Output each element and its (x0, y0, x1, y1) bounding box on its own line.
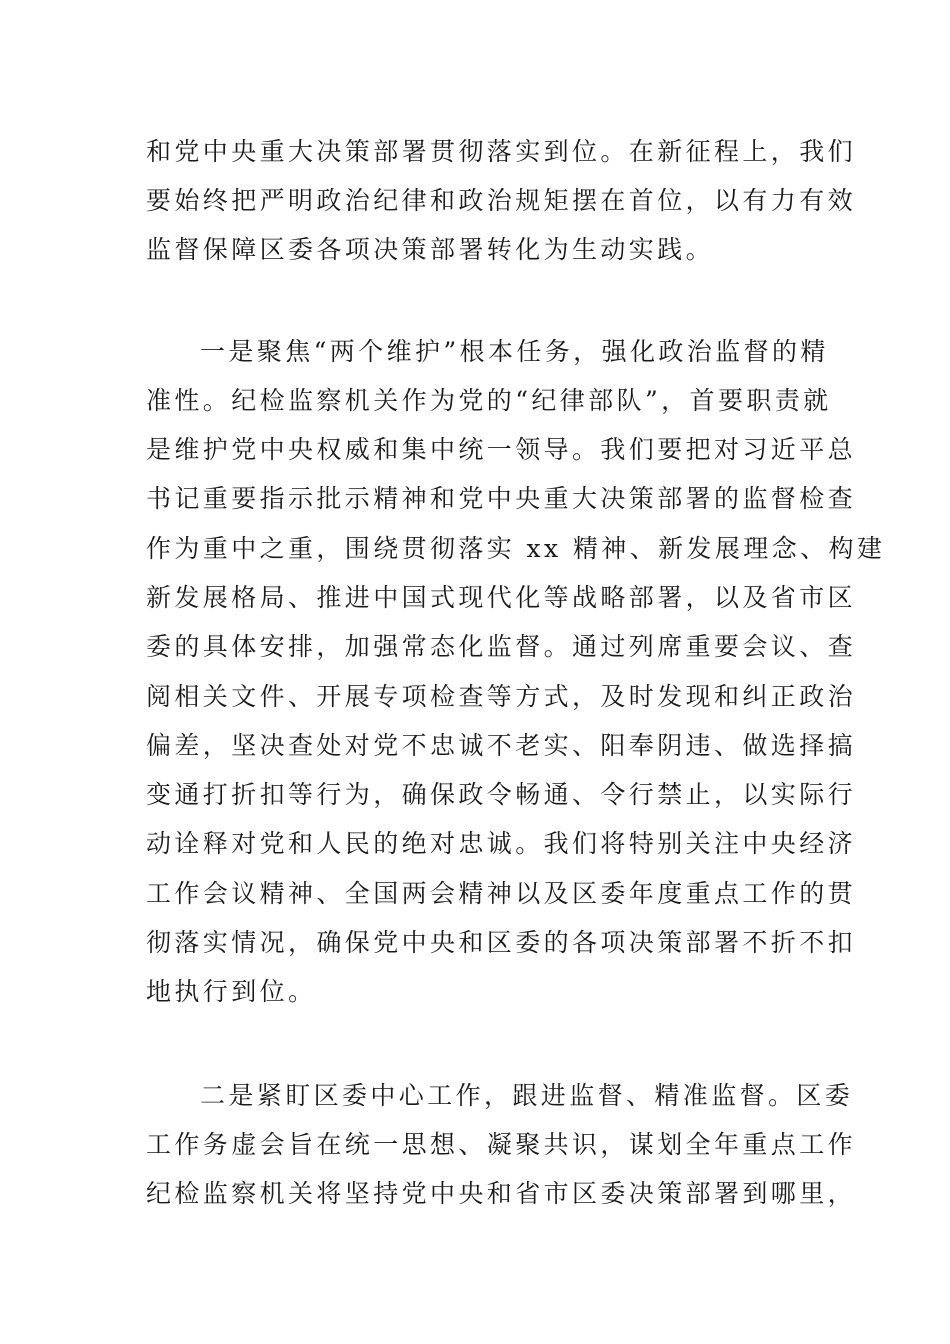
text-line: 书记重要指示批示精神和党中央重大决策部署的监督检查 (146, 484, 857, 513)
text-line: 纪检监察机关将坚持党中央和省市区委决策部署到哪里， (146, 1179, 857, 1208)
text-line: 监督保障区委各项决策部署转化为生动实践。 (146, 235, 715, 264)
text-line: 偏差，坚决查处对党不忠诚不老实、阳奉阴违、做选择搞 (146, 731, 857, 760)
text-line: 和党中央重大决策部署贯彻落实到位。在新征程上，我们 (146, 137, 857, 166)
text-line: 新发展格局、推进中国式现代化等战略部署，以及省市区 (146, 583, 857, 612)
text-line: 工作会议精神、全国两会精神以及区委年度重点工作的贯 (146, 879, 857, 908)
text-line: 阅相关文件、开展专项检查等方式，及时发现和纠正政治 (146, 682, 857, 711)
text-line: 变通打折扣等行为，确保政令畅通、令行禁止，以实际行 (146, 780, 857, 809)
text-line: 委的具体安排，加强常态化监督。通过列席重要会议、查 (146, 632, 857, 661)
text-line: 动诠释对党和人民的绝对忠诚。我们将特别关注中央经济 (146, 829, 857, 858)
text-line: 工作务虚会旨在统一思想、凝聚共识，谋划全年重点工作 (146, 1130, 857, 1159)
paragraph-first-line: 一是聚焦“两个维护”根本任务，强化政治监督的精 (200, 337, 829, 366)
text-line: 准性。纪检监察机关作为党的“纪律部队”，首要职责就 (146, 386, 832, 415)
text-line: 彻落实情况，确保党中央和区委的各项决策部署不折不扣 (146, 928, 857, 957)
text-line: 作为重中之重，围绕贯彻落实 xx 精神、新发展理念、构建 (146, 534, 886, 563)
paragraph-first-line: 二是紧盯区委中心工作，跟进监督、精准监督。区委 (200, 1081, 854, 1110)
text-line: 要始终把严明政治纪律和政治规矩摆在首位，以有力有效 (146, 186, 857, 215)
text-line: 是维护党中央权威和集中统一领导。我们要把对习近平总 (146, 435, 857, 464)
text-line: 地执行到位。 (146, 977, 317, 1006)
